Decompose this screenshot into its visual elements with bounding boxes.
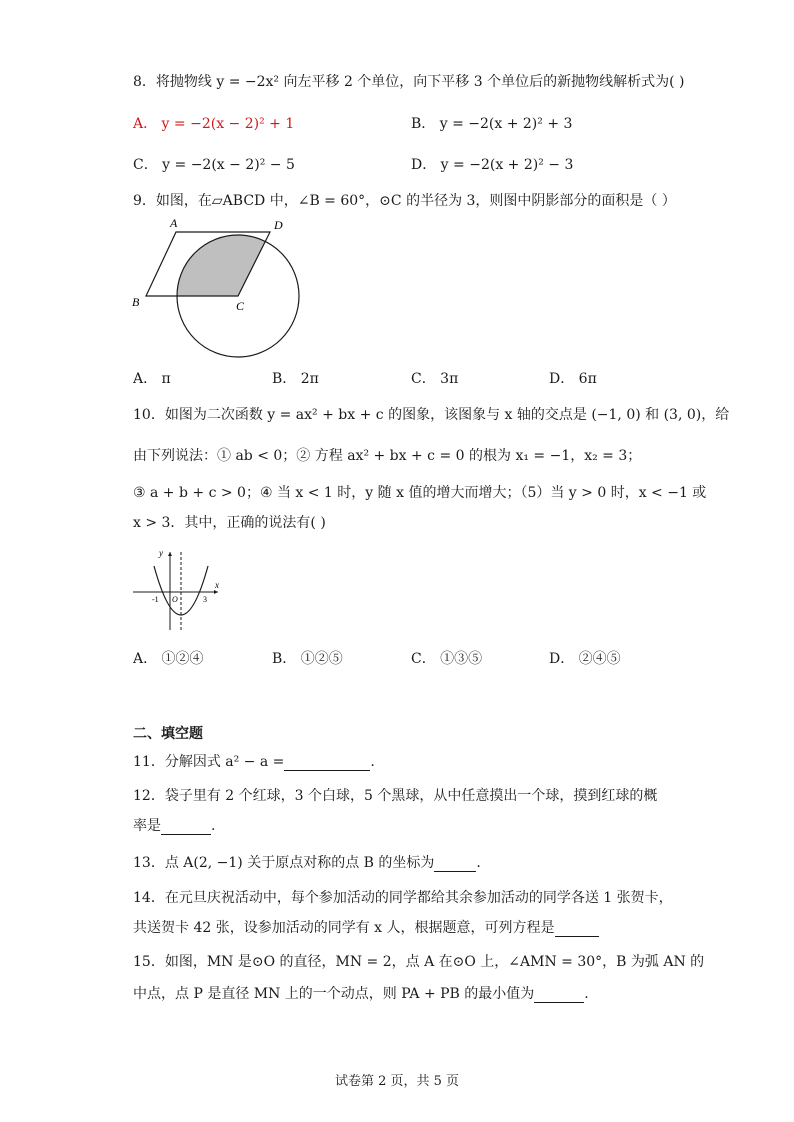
page-footer: 试卷第 2 页，共 5 页 — [334, 1074, 460, 1089]
q10-x-label: x — [215, 580, 219, 590]
q8-option-c: C． y = −2(x − 2)² − 5 — [133, 157, 295, 173]
q12-answer-blank[interactable] — [161, 820, 211, 835]
q10-y-axis-arrow — [168, 552, 172, 556]
q13 — [133, 854, 481, 872]
q15-text: 中点，点 P 是直径 MN 上的一个动点，则 PA + PB 的最小值为 — [133, 986, 535, 1002]
q10-y-label: y — [159, 548, 163, 558]
q13-text: 13．点 A(2, −1) 关于原点对称的点 B 的坐标为 — [133, 855, 435, 871]
q10-line-3: ③ a + b + c > 0；④ 当 x < 1 时，y 随 x 值的增大而增大；（5）当 y > 0 时，x < −1 或 — [133, 485, 707, 501]
q13-end: . — [476, 855, 481, 871]
q10-option-d: D． ②④⑤ — [549, 651, 621, 667]
q10-three-label: 3 — [203, 595, 207, 604]
q14-line-1: 14．在元旦庆祝活动中，每个参加活动的同学都给其余参加活动的同学各送 1 张贺卡， — [133, 890, 673, 906]
q10-line-1: 10．如图为二次函数 y = ax² + bx + c 的图象，该图象与 x 轴的交点是 (−1, 0) 和 (3, 0)，给 — [133, 407, 730, 423]
q9-option-d: D． 6π — [549, 371, 597, 387]
q10-neg1-label: -1 — [152, 595, 159, 604]
q11-end: . — [370, 754, 375, 770]
q9-option-b: B． 2π — [272, 371, 319, 387]
q10-origin-label: O — [172, 595, 178, 604]
q11-answer-blank[interactable] — [284, 756, 370, 771]
q10-option-a: A． ①②④ — [133, 651, 204, 667]
q10-parabola-graph — [130, 546, 225, 632]
q14-answer-blank[interactable] — [555, 922, 599, 937]
q15-end: . — [584, 986, 589, 1002]
q8-option-a: A． y = −2(x − 2)² + 1 — [133, 116, 295, 132]
q9-parallelogram-figure — [128, 212, 308, 362]
q14-line-2 — [133, 919, 599, 937]
q14-text: 共送贺卡 42 张，设参加活动的同学有 x 人，根据题意，可列方程是 — [133, 920, 555, 936]
q11-text: 11．分解因式 a² − a = — [133, 754, 285, 770]
q10-x-axis-arrow — [214, 590, 218, 594]
q9-shaded-region — [146, 232, 270, 296]
section-fill-in-blank-heading: 二、填空题 — [133, 726, 203, 742]
q8-stem: 8．将抛物线 y = −2x² 向左平移 2 个单位，向下平移 3 个单位后的新抛物线解析式为( ) — [133, 74, 685, 90]
q13-answer-blank[interactable] — [434, 857, 476, 872]
q10-line-2: 由下列说法：① ab < 0；② 方程 ax² + bx + c = 0 的根为 x₁ = −1，x₂ = 3； — [133, 448, 642, 464]
q12-line-2 — [133, 817, 215, 835]
q10-option-c: C． ①③⑤ — [411, 651, 483, 667]
q9-option-c: C． 3π — [411, 371, 459, 387]
q12-text: 率是 — [133, 818, 161, 834]
q10-option-b: B． ①②⑤ — [272, 651, 343, 667]
q12-end: . — [211, 818, 216, 834]
q9-option-a: A． π — [133, 371, 171, 387]
q9-label-c: C — [236, 299, 245, 313]
q9-label-a: A — [170, 216, 178, 230]
q9-label-b: B — [132, 295, 140, 309]
q15-line-1: 15．如图，MN 是⊙O 的直径，MN = 2，点 A 在⊙O 上，∠AMN = 30°，B 为弧 AN 的 — [133, 954, 705, 970]
q9-label-d: D — [274, 218, 283, 232]
q11 — [133, 753, 375, 771]
q15-answer-blank[interactable] — [534, 988, 584, 1003]
q8-option-b: B． y = −2(x + 2)² + 3 — [411, 116, 573, 132]
q9-stem: 9．如图，在▱ABCD 中，∠B = 60°，⊙C 的半径为 3，则图中阴影部分的面积是（ ） — [133, 193, 676, 209]
q12-line-1: 12．袋子里有 2 个红球，3 个白球，5 个黑球，从中任意摸出一个球，摸到红球的概 — [133, 788, 658, 804]
q8-option-d: D． y = −2(x + 2)² − 3 — [411, 157, 574, 173]
q10-line-4: x > 3．其中，正确的说法有( ) — [133, 515, 326, 531]
q15-line-2 — [133, 985, 589, 1003]
